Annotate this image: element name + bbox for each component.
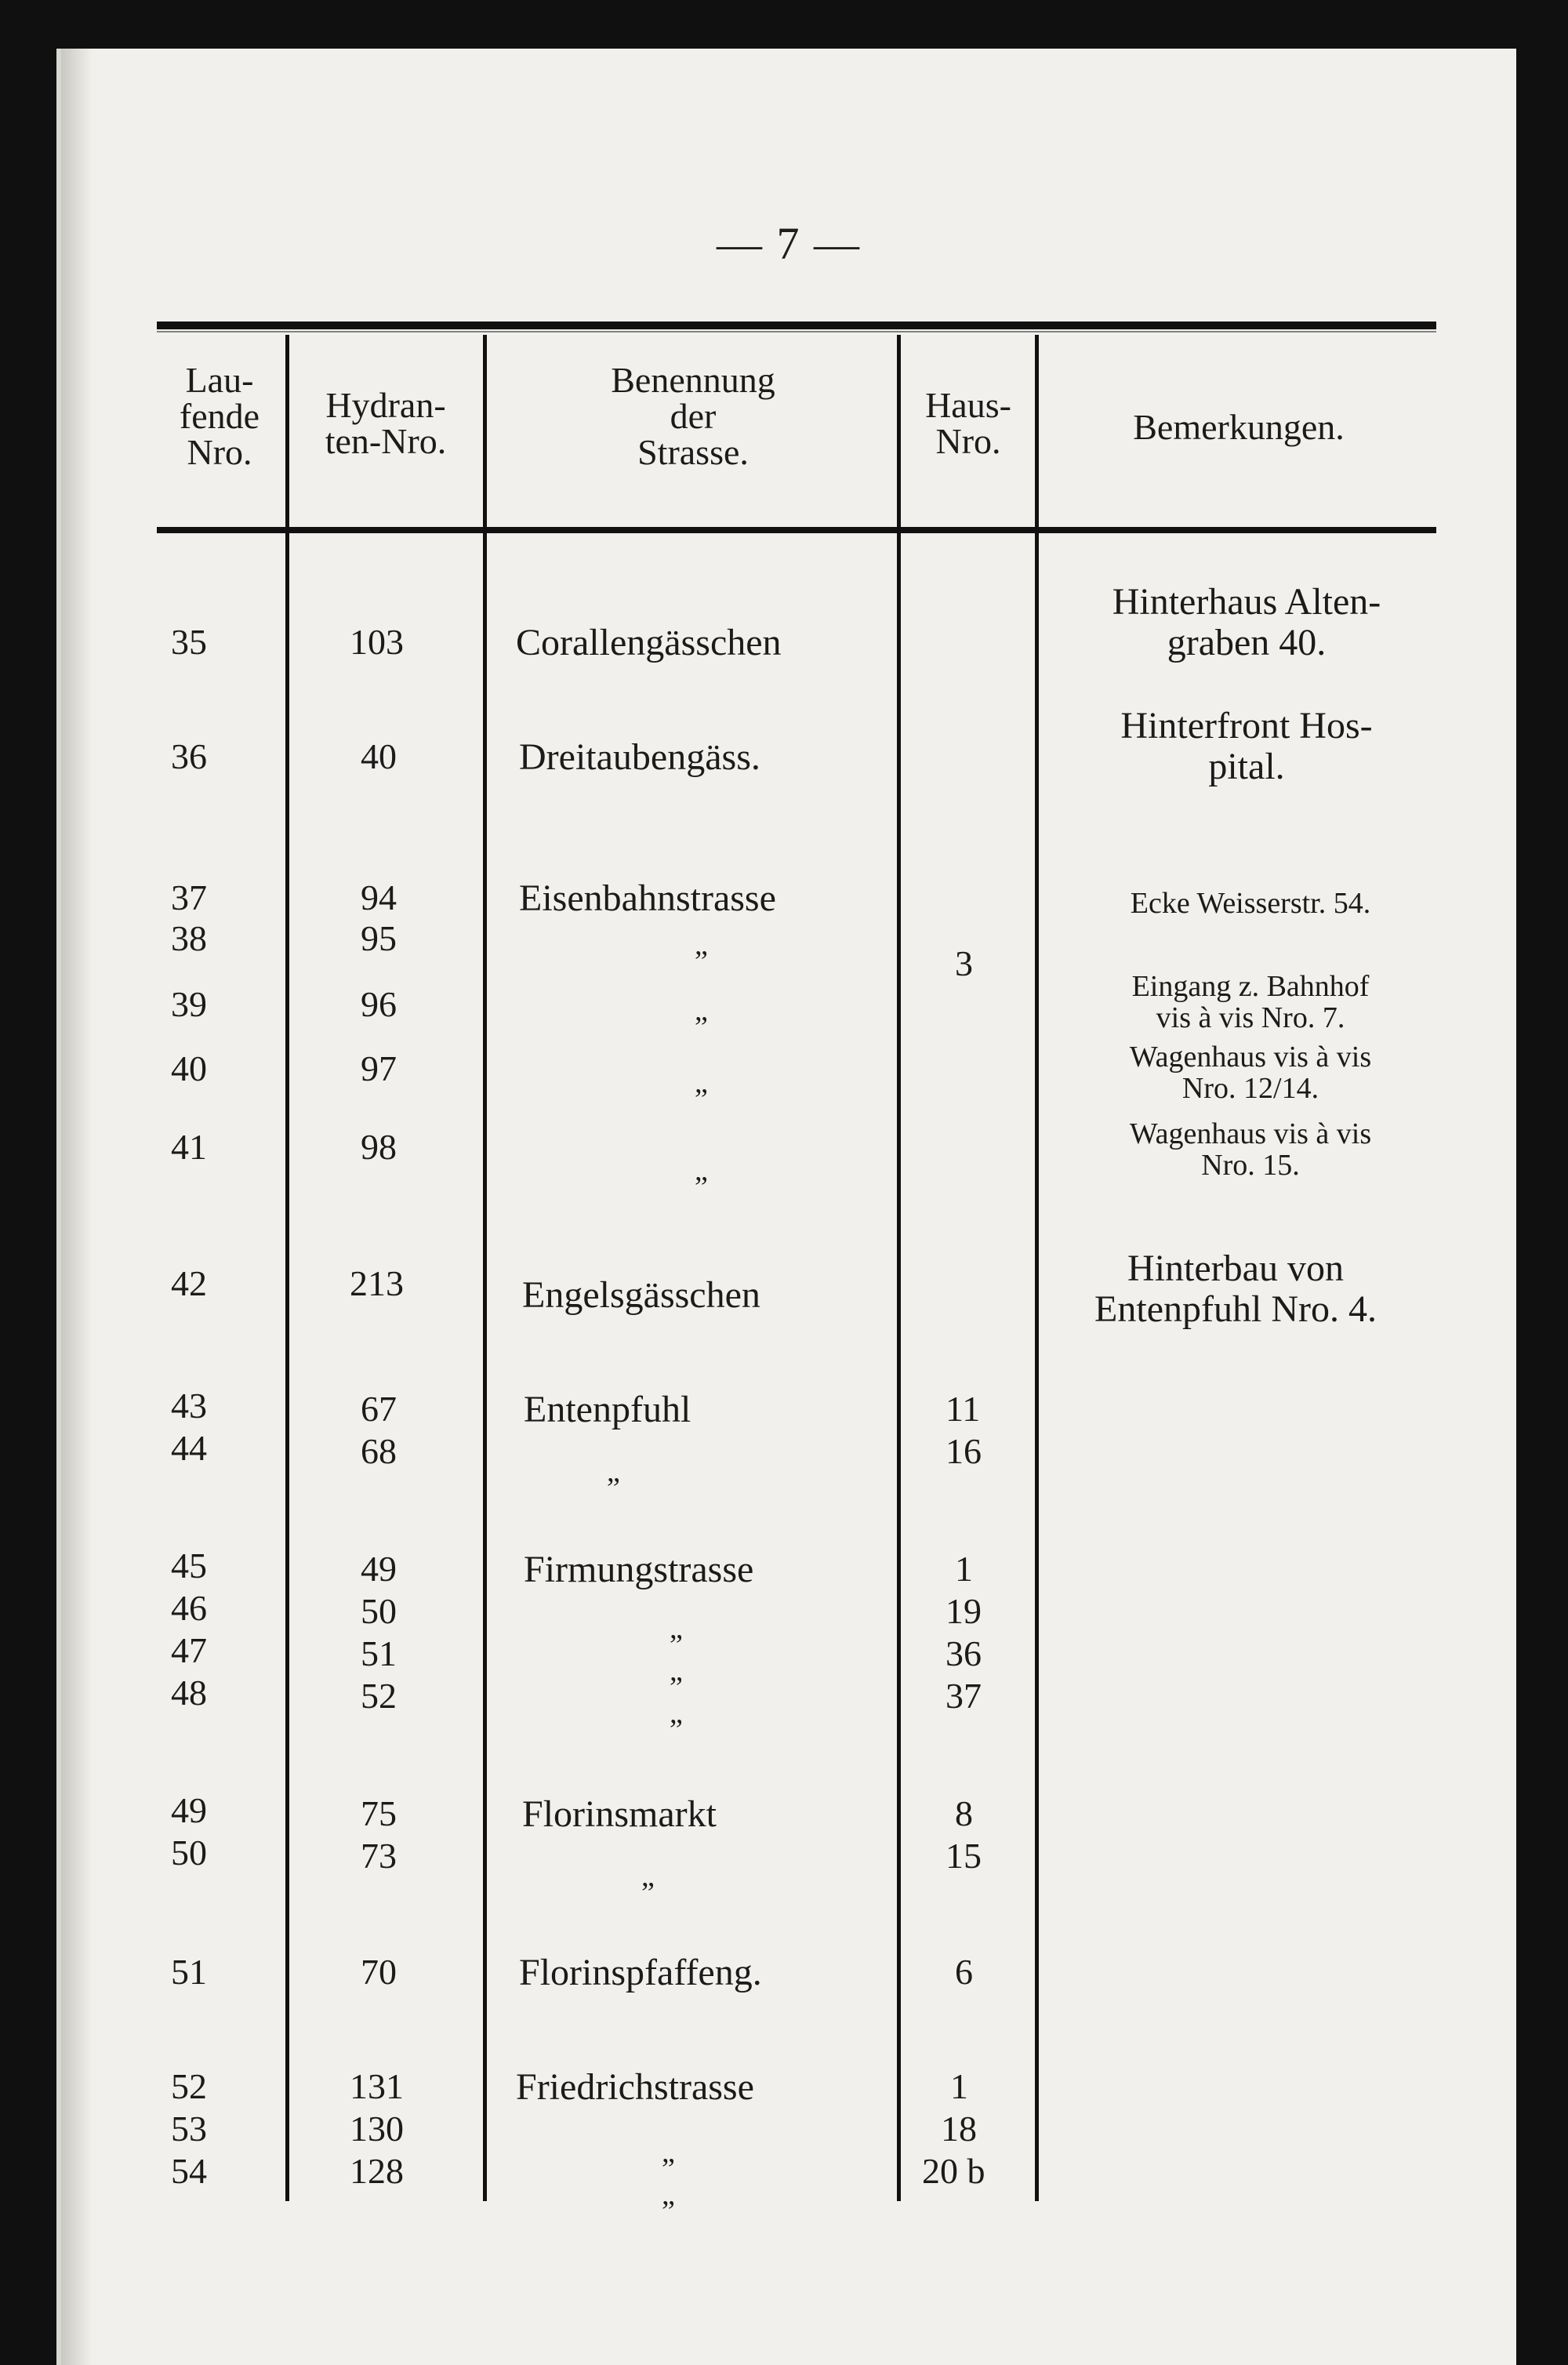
page-number-header: — 7 —: [717, 218, 861, 269]
column-header-laufende-nr: Lau- fende Nro.: [179, 360, 260, 472]
column-divider-4: [1035, 335, 1039, 2201]
cell-hydranten-nr: 50: [361, 1591, 397, 1631]
cell-remark: Wagenhaus vis à vis Nro. 15.: [1129, 1117, 1372, 1182]
cell-remark: Eingang z. Bahnhof vis à vis Nro. 7.: [1131, 970, 1370, 1034]
cell-hydranten-nr: 98: [361, 1127, 397, 1167]
cell-haus-nr: 36: [946, 1633, 982, 1673]
cell-laufende-nr: 35: [171, 622, 207, 662]
cell-remark: Hinterhaus Alten- graben 40.: [1112, 581, 1381, 663]
cell-street-name: Engelsgässchen: [522, 1274, 760, 1316]
cell-hydranten-nr: 75: [361, 1793, 397, 1833]
cell-remark: Hinterfront Hos- pital.: [1120, 705, 1373, 787]
cell-street-name: Dreitaubengäss.: [519, 736, 760, 778]
cell-hydranten-nr: 68: [361, 1431, 397, 1471]
cell-hydranten-nr: 94: [361, 877, 397, 917]
cell-hydranten-nr: 51: [361, 1633, 397, 1673]
column-header-benennung: Benennung der Strasse.: [611, 360, 775, 472]
cell-laufende-nr: 49: [171, 1790, 207, 1830]
cell-laufende-nr: 43: [171, 1386, 207, 1426]
cell-street-ditto: „: [695, 1154, 708, 1187]
cell-hydranten-nr: 70: [361, 1952, 397, 1992]
cell-laufende-nr: 53: [171, 2109, 207, 2149]
cell-street-ditto: „: [670, 1697, 683, 1730]
cell-haus-nr: 1: [955, 1549, 973, 1589]
cell-laufende-nr: 45: [171, 1546, 207, 1586]
document-page: [56, 49, 1516, 2365]
cell-street-name: Friedrichstrasse: [516, 2066, 754, 2108]
cell-haus-nr: 15: [946, 1836, 982, 1876]
cell-haus-nr: 8: [955, 1793, 973, 1833]
cell-hydranten-nr: 130: [350, 2109, 404, 2149]
cell-hydranten-nr: 213: [350, 1263, 404, 1303]
cell-laufende-nr: 46: [171, 1588, 207, 1628]
cell-hydranten-nr: 73: [361, 1836, 397, 1876]
column-divider-1: [285, 335, 289, 2201]
cell-haus-nr: 37: [946, 1676, 982, 1716]
cell-hydranten-nr: 52: [361, 1676, 397, 1716]
cell-laufende-nr: 36: [171, 736, 207, 776]
cell-street-ditto: „: [670, 1612, 683, 1645]
cell-haus-nr: 16: [946, 1431, 982, 1471]
cell-haus-nr: 3: [955, 943, 973, 983]
binding-shadow: [61, 49, 93, 2365]
cell-hydranten-nr: 131: [350, 2066, 404, 2106]
cell-laufende-nr: 37: [171, 877, 207, 917]
cell-street-name: Corallengässchen: [516, 622, 782, 663]
cell-laufende-nr: 39: [171, 984, 207, 1024]
cell-street-ditto: „: [641, 1860, 655, 1893]
cell-haus-nr: 18: [941, 2109, 977, 2149]
cell-haus-nr: 11: [946, 1389, 981, 1429]
cell-hydranten-nr: 40: [361, 736, 397, 776]
cell-laufende-nr: 44: [171, 1428, 207, 1468]
cell-laufende-nr: 52: [171, 2066, 207, 2106]
column-divider-2: [483, 335, 487, 2201]
cell-laufende-nr: 50: [171, 1833, 207, 1873]
cell-laufende-nr: 42: [171, 1263, 207, 1303]
cell-laufende-nr: 54: [171, 2151, 207, 2191]
cell-street-name: Firmungstrasse: [524, 1549, 754, 1590]
cell-street-ditto: „: [695, 994, 708, 1027]
cell-street-ditto: „: [607, 1455, 620, 1488]
cell-street-name: Florinsmarkt: [522, 1793, 717, 1835]
column-divider-3: [897, 335, 901, 2201]
cell-hydranten-nr: 67: [361, 1389, 397, 1429]
cell-laufende-nr: 51: [171, 1952, 207, 1992]
cell-hydranten-nr: 103: [350, 622, 404, 662]
cell-haus-nr: 6: [955, 1952, 973, 1992]
cell-hydranten-nr: 96: [361, 984, 397, 1024]
cell-haus-nr: 20 b: [922, 2151, 985, 2191]
cell-hydranten-nr: 49: [361, 1549, 397, 1589]
cell-hydranten-nr: 128: [350, 2151, 404, 2191]
cell-street-name: Eisenbahnstrasse: [519, 877, 776, 919]
cell-street-name: Florinspfaffeng.: [519, 1952, 762, 1993]
cell-haus-nr: 1: [950, 2066, 968, 2106]
cell-hydranten-nr: 95: [361, 918, 397, 958]
cell-remark: Hinterbau von Entenpfuhl Nro. 4.: [1094, 1248, 1377, 1330]
cell-street-ditto: „: [695, 928, 708, 961]
cell-laufende-nr: 38: [171, 918, 207, 958]
table-top-rule: [157, 322, 1436, 329]
cell-laufende-nr: 47: [171, 1630, 207, 1670]
cell-street-ditto: „: [662, 2178, 675, 2211]
column-header-haus-nr: Haus- Nro.: [925, 385, 1011, 461]
cell-laufende-nr: 40: [171, 1048, 207, 1088]
cell-remark: Ecke Weisserstr. 54.: [1130, 887, 1371, 920]
table-header-rule: [157, 527, 1436, 533]
cell-street-ditto: „: [662, 2136, 675, 2169]
cell-hydranten-nr: 97: [361, 1048, 397, 1088]
column-header-hydranten-nr: Hydran- ten-Nro.: [325, 385, 447, 461]
table-top-rule-thin: [157, 331, 1436, 332]
cell-laufende-nr: 41: [171, 1127, 207, 1167]
cell-remark: Wagenhaus vis à vis Nro. 12/14.: [1129, 1041, 1372, 1105]
cell-street-ditto: „: [670, 1655, 683, 1687]
cell-street-name: Entenpfuhl: [524, 1389, 691, 1430]
cell-laufende-nr: 48: [171, 1673, 207, 1713]
cell-street-ditto: „: [695, 1066, 708, 1099]
column-header-bemerkungen: Bemerkungen.: [1133, 407, 1345, 447]
cell-haus-nr: 19: [946, 1591, 982, 1631]
